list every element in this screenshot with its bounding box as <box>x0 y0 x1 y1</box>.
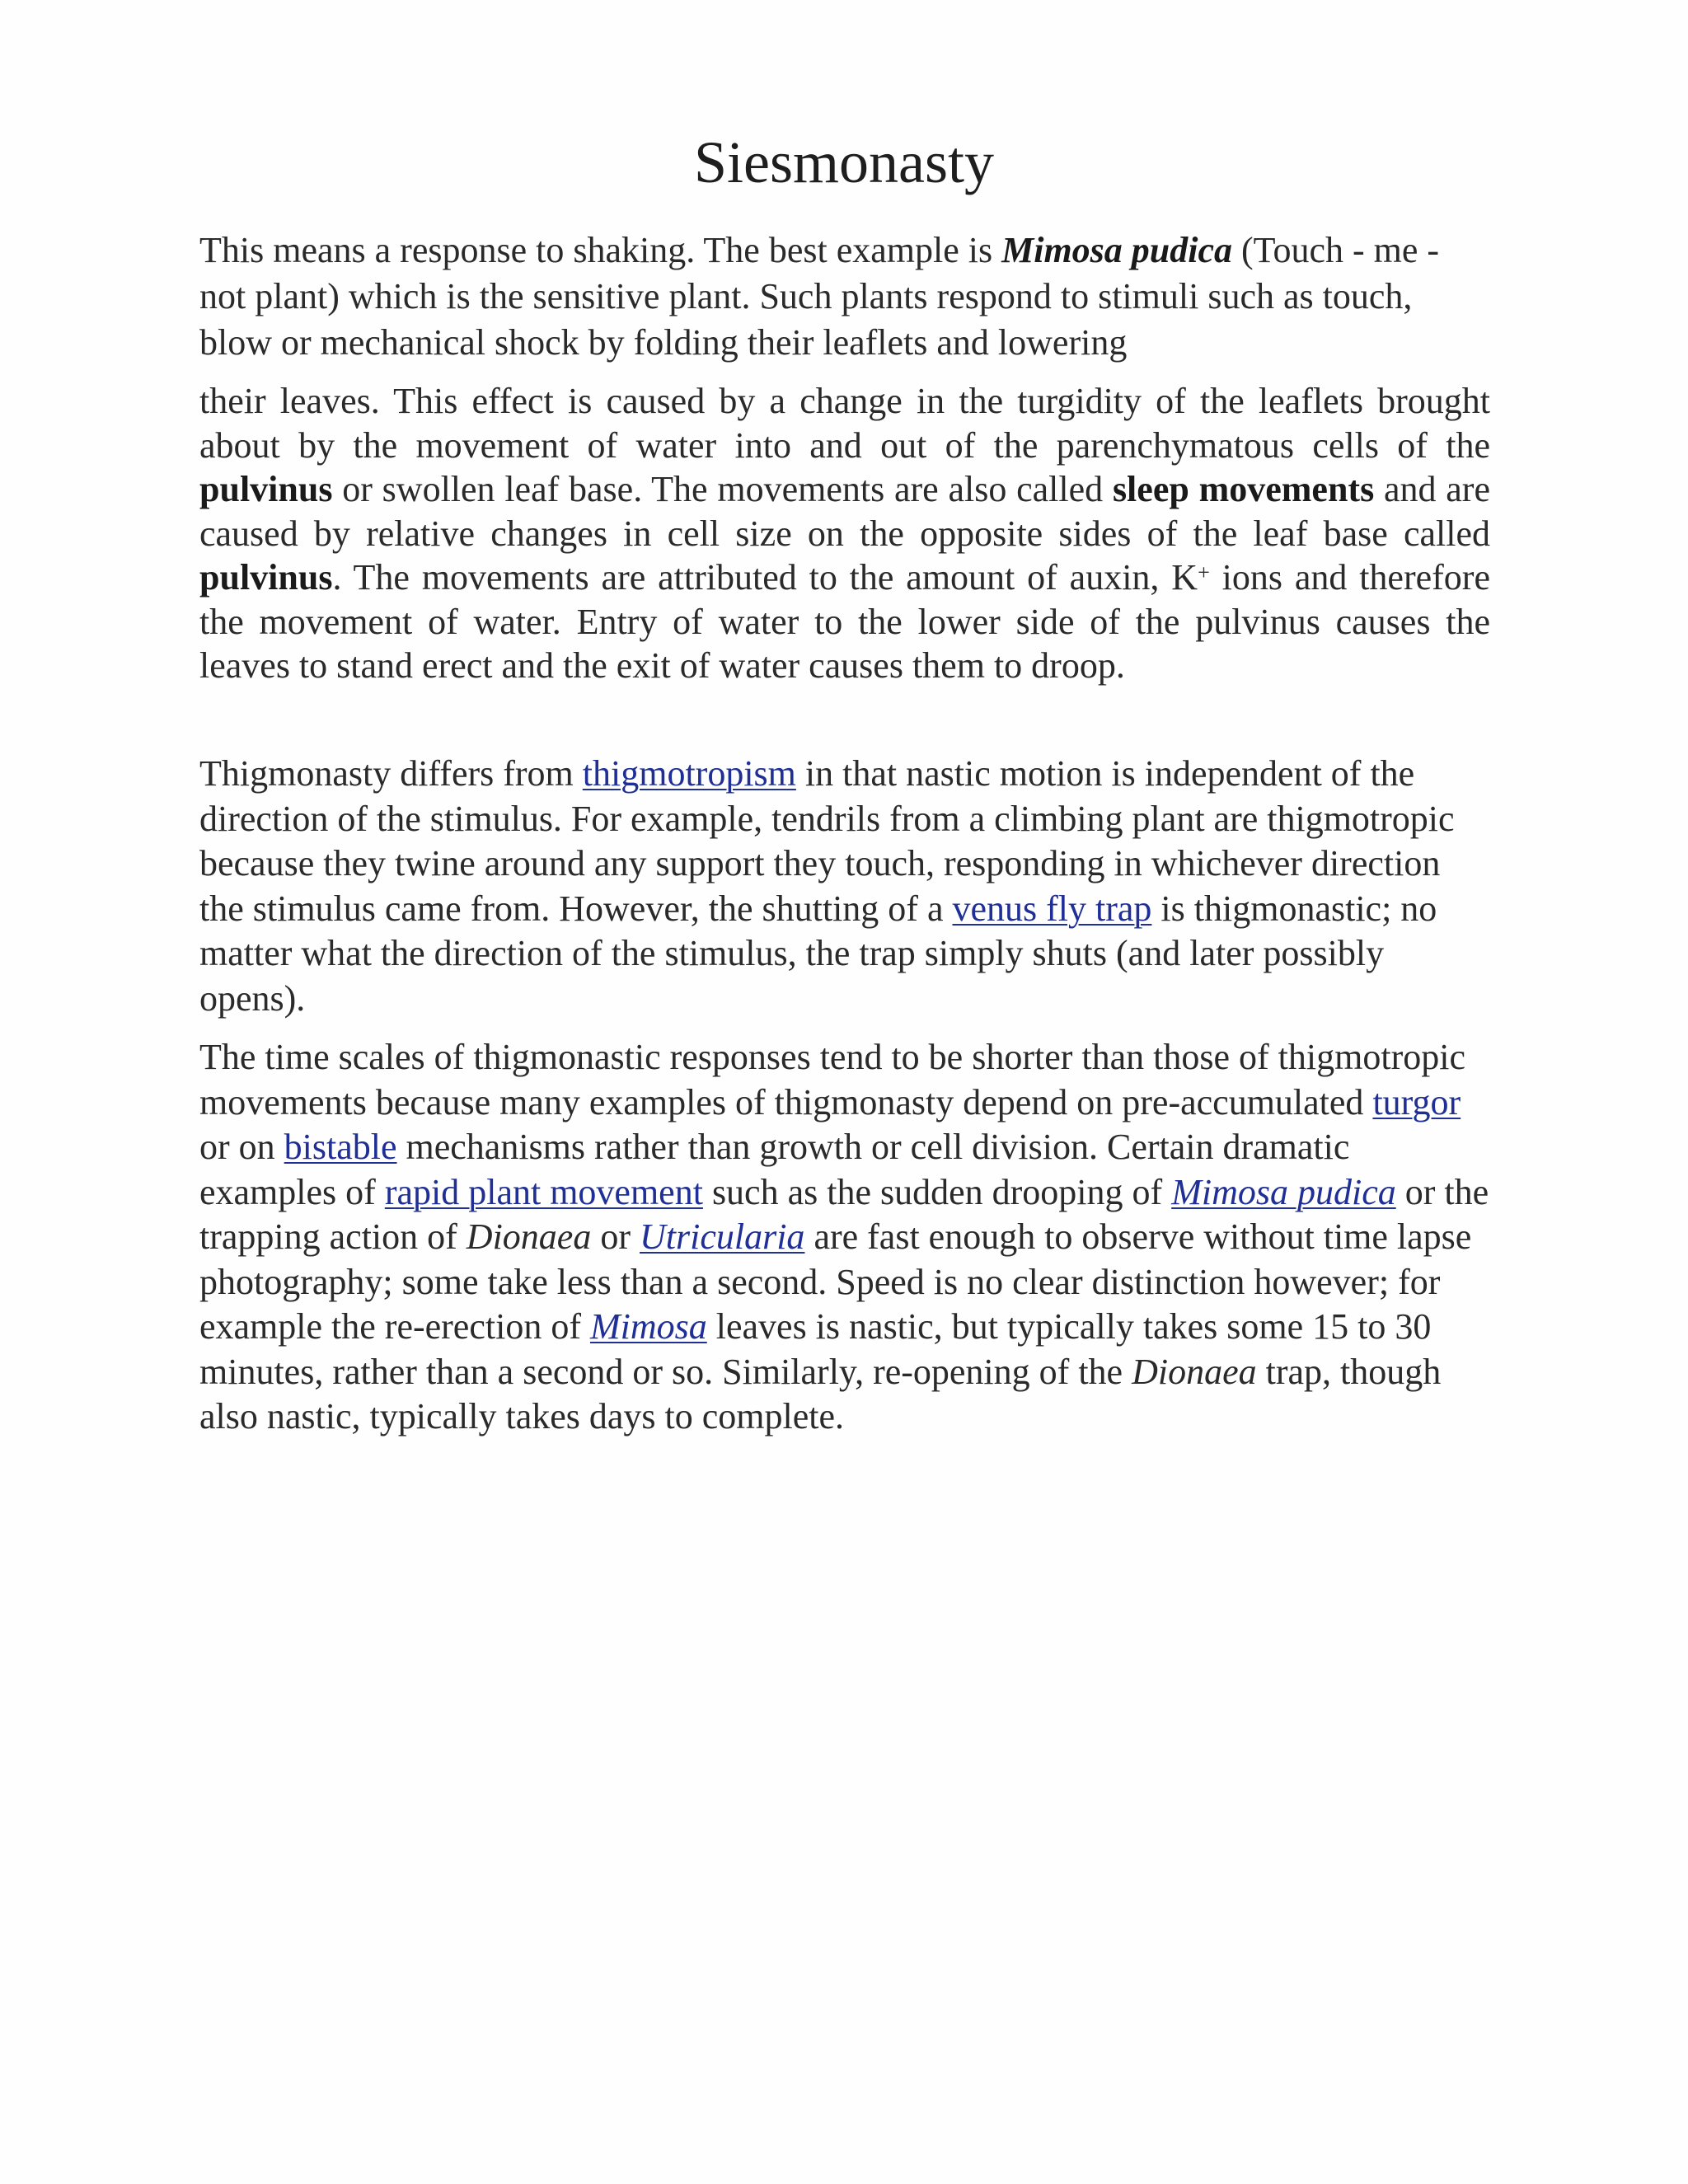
text-run: such as the sudden drooping of <box>702 1171 1172 1212</box>
text-run: or on <box>199 1127 284 1167</box>
text-run: (Touch - me - not plant) which is the sensitive plant. Such plants respond to stimuli such as touch, blow or mechanical shock by folding their leaflets and lowering <box>199 230 1440 363</box>
paragraph-thigmonasty <box>199 752 1490 1021</box>
link-mimosa-pudica[interactable]: Mimosa pudica <box>1171 1171 1396 1212</box>
term-sleep-movements: sleep movements <box>1112 469 1375 509</box>
text-run: . The movements are attributed to the amount of auxin, K <box>332 557 1198 598</box>
term-dionaea: Dionaea <box>1132 1351 1257 1392</box>
superscript-plus: + <box>1198 560 1210 584</box>
text-run: The time scales of thigmonastic responses tend to be shorter than those of thigmotropic movements because many examples of thigmonasty depend on pre-accumulated <box>199 1037 1465 1122</box>
term-dionaea: Dionaea <box>466 1216 592 1257</box>
paragraph-intro <box>199 227 1490 366</box>
species-name: Mimosa pudica <box>1001 230 1233 270</box>
paragraph-time-scales <box>199 1035 1490 1440</box>
text-run: mechanisms rather than growth or cell division. Certain dramatic examples of <box>199 1127 1350 1212</box>
text-run: or swollen leaf base. The movements are also called <box>332 469 1113 509</box>
term-pulvinus: pulvinus <box>199 557 333 598</box>
text-run: This means a response to shaking. The best example is <box>199 230 1002 270</box>
text-run: trap, though also nastic, typically takes days to complete. <box>199 1351 1442 1436</box>
text-run: are fast enough to observe without time lapse photography; some take less than a second. Speed is no clear distinction however; for example the re-erection of <box>199 1216 1472 1347</box>
text-run: their leaves. This effect is caused by a change in the turgidity of the leaflets brought about by the movement of water into and out of the parenchymatous cells of the <box>199 381 1490 466</box>
link-bistable[interactable]: bistable <box>284 1127 397 1167</box>
link-rapid-plant-movement[interactable]: rapid plant movement <box>384 1171 703 1212</box>
text-run: in that nastic motion is independent of the direction of the stimulus. For example, tendrils from a climbing plant are thigmotropic because they twine around any support they touch, responding in whichever direction the stimulus came from. However, the shutting of a <box>199 753 1455 929</box>
paragraph-mechanism <box>199 379 1490 688</box>
link-venus-fly-trap[interactable]: venus fly trap <box>952 888 1152 929</box>
text-run: Thigmonasty differs from <box>199 753 583 794</box>
text-run: leaves is nastic, but typically takes some 15 to 30 minutes, rather than a second or so. Similarly, re-opening of the <box>199 1306 1432 1392</box>
text-run: ions and therefore the movement of water. Entry of water to the lower side of the pulvinus causes the leaves to stand erect and the exit of water causes them to droop. <box>199 557 1490 686</box>
text-run: is thigmonastic; no matter what the direction of the stimulus, the trap simply shuts (and later possibly opens). <box>199 888 1437 1019</box>
term-pulvinus: pulvinus <box>199 469 333 509</box>
text-run: or <box>591 1216 640 1257</box>
link-thigmotropism[interactable]: thigmotropism <box>582 753 796 794</box>
text-run: or the trapping action of <box>199 1171 1489 1257</box>
page-title: Siesmonasty <box>693 129 994 195</box>
text-run: and are caused by relative changes in cell size on the opposite sides of the leaf base called <box>199 469 1490 554</box>
link-utricularia[interactable]: Utricularia <box>639 1216 805 1257</box>
link-turgor[interactable]: turgor <box>1372 1081 1461 1122</box>
link-mimosa[interactable]: Mimosa <box>589 1306 707 1347</box>
